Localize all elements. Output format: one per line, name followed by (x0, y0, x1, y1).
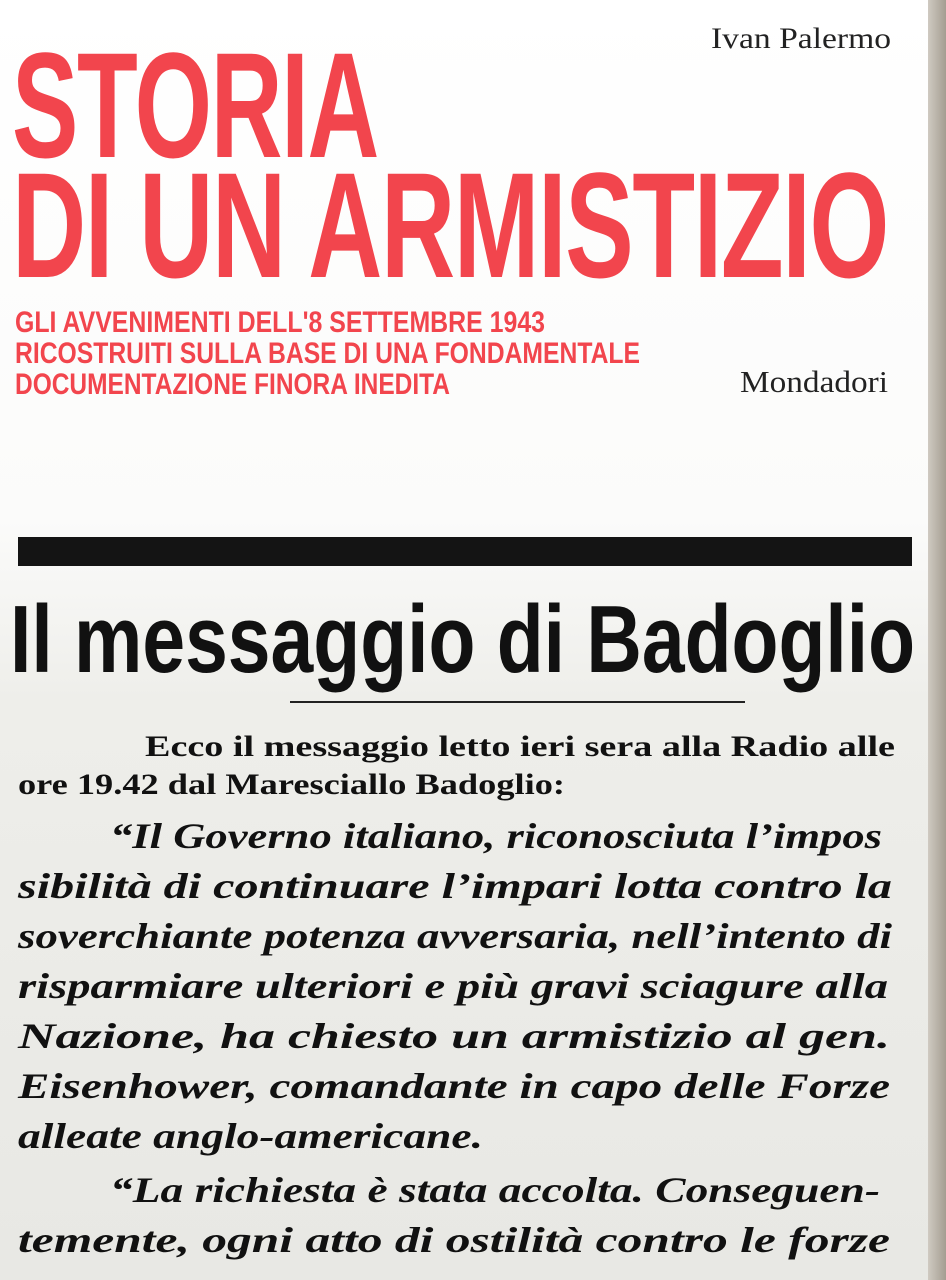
subtitle-line-3: DOCUMENTAZIONE FINORA INEDITA (15, 368, 450, 401)
body-line: “Il Governo italiano, riconosciuta l’impos (110, 816, 882, 856)
body-line: “La richiesta è stata accolta. Conseguen- (110, 1170, 880, 1210)
title-line-2: DI UN ARMISTIZIO (12, 141, 888, 309)
subtitle-line-2: RICOSTRUITI SULLA BASE DI UNA FONDAMENTALE (15, 337, 640, 370)
intro-line-2: ore 19.42 dal Maresciallo Badoglio: (18, 768, 565, 801)
author-name: Ivan Palermo (711, 22, 891, 55)
subtitle-line-1: GLI AVVENIMENTI DELL'8 SETTEMBRE 1943 (15, 306, 545, 339)
body-line: Nazione, ha chiesto un armistizio al gen. (18, 1016, 890, 1056)
black-divider-bar (18, 537, 912, 566)
body-line: sibilità di continuare l’impari lotta contro la (18, 866, 892, 906)
intro-line-1: Ecco il messaggio letto ieri sera alla Radio alle (145, 730, 895, 763)
title-line-1: STORIA (12, 21, 378, 189)
body-line: alleate anglo-americane. (18, 1116, 483, 1156)
clipping-headline: Il messaggio di Badoglio (10, 586, 915, 693)
body-line: temente, ogni atto di ostilità contro le forze (18, 1220, 890, 1260)
body-line: risparmiare ulteriori e più gravi sciagure alla (18, 966, 888, 1006)
book-edge (928, 0, 946, 1280)
publisher-name: Mondadori (740, 364, 888, 399)
headline-underline (290, 701, 745, 703)
body-line: Eisenhower, comandante in capo delle Forze (18, 1066, 891, 1106)
body-line: soverchiante potenza avversaria, nell’intento di (18, 916, 892, 956)
